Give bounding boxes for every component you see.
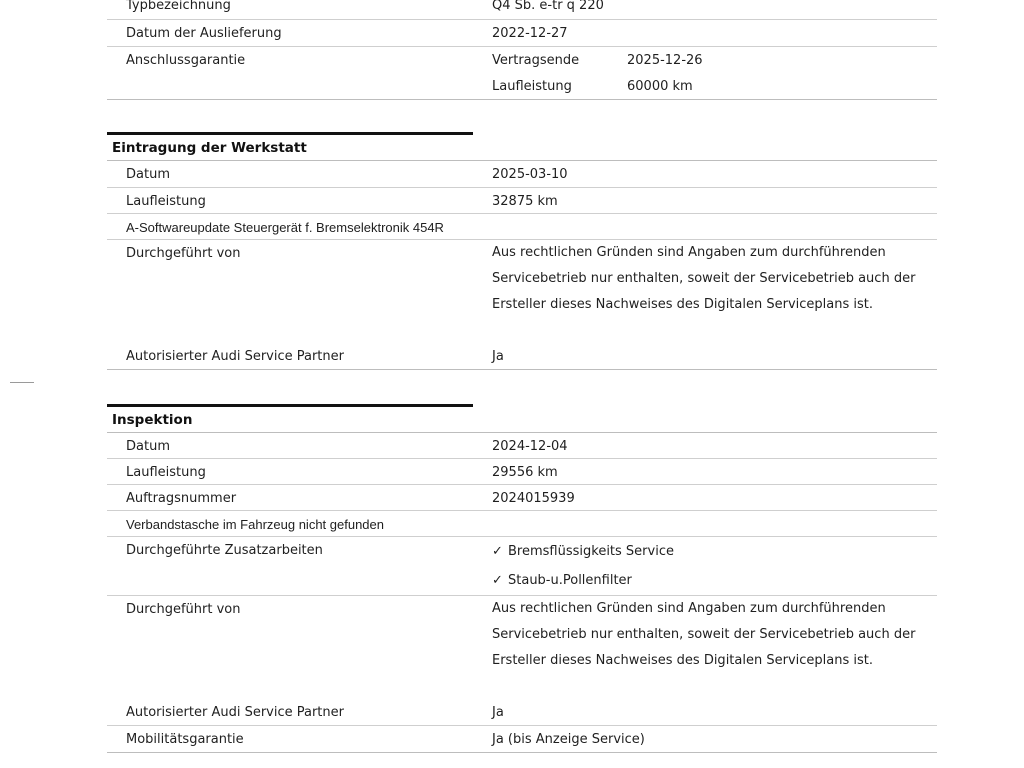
- workshop-date-value: 2025-03-10: [492, 167, 568, 182]
- inspection-performed-by-line-1: Aus rechtlichen Gründen sind Angaben zum durchführenden: [492, 601, 886, 616]
- workshop-row-date: [107, 161, 937, 188]
- type-label: Typbezeichnung: [126, 0, 231, 13]
- warranty-mileage-value: 60000 km: [627, 79, 693, 94]
- workshop-mileage-label: Laufleistung: [126, 194, 206, 209]
- workshop-performed-by-line-2: Servicebetrieb nur enthalten, soweit der Servicebetrieb auch der: [492, 271, 916, 286]
- workshop-row-note: [107, 214, 937, 240]
- inspection-performed-by-text: [492, 596, 932, 674]
- type-value: Q4 Sb. e-tr q 220: [492, 0, 604, 13]
- row-type: [107, 0, 937, 20]
- workshop-date-label: Datum: [126, 167, 170, 182]
- workshop-authorized-label: Autorisierter Audi Service Partner: [126, 349, 344, 364]
- inspection-row-note: [107, 511, 937, 537]
- inspection-section-title: Inspektion: [112, 412, 193, 428]
- inspection-row-extra-work: [107, 537, 937, 596]
- mobility-value: Ja (bis Anzeige Service): [492, 732, 645, 747]
- contract-end-value: 2025-12-26: [627, 53, 703, 68]
- inspection-row-mileage: [107, 459, 937, 485]
- extra-work-item-1: [492, 544, 674, 559]
- inspection-date-label: Datum: [126, 439, 170, 454]
- contract-end-label: Vertragsende: [492, 53, 580, 68]
- extra-work-item-2: [492, 573, 632, 588]
- inspection-row-order: [107, 485, 937, 511]
- workshop-performed-by-text: [492, 240, 932, 318]
- inspection-performed-by-line-3: Ersteller dieses Nachweises des Digitalen Serviceplans ist.: [492, 653, 873, 668]
- check-icon: ✓: [492, 573, 503, 588]
- row-warranty: [107, 47, 937, 100]
- workshop-performed-by-label: Durchgeführt von: [126, 246, 241, 261]
- check-icon: ✓: [492, 544, 503, 559]
- row-delivery: [107, 20, 937, 47]
- extra-work-item-2-text: Staub-u.Pollenfilter: [508, 573, 632, 588]
- inspection-row-performed-by: [107, 596, 937, 726]
- workshop-row-performed-by: [107, 240, 937, 370]
- workshop-section-title: Eintragung der Werkstatt: [112, 140, 307, 156]
- delivery-value: 2022-12-27: [492, 26, 568, 41]
- inspection-order-value: 2024015939: [492, 491, 575, 506]
- inspection-authorized-value: Ja: [492, 705, 504, 720]
- workshop-header-row: [107, 135, 937, 161]
- inspection-note: Verbandstasche im Fahrzeug nicht gefunden: [126, 517, 385, 532]
- workshop-performed-by-line-3: Ersteller dieses Nachweises des Digitalen Serviceplans ist.: [492, 297, 873, 312]
- workshop-authorized-value: Ja: [492, 349, 504, 364]
- inspection-order-label: Auftragsnummer: [126, 491, 237, 506]
- inspection-performed-by-line-2: Servicebetrieb nur enthalten, soweit der Servicebetrieb auch der: [492, 627, 916, 642]
- mobility-label: Mobilitätsgarantie: [126, 732, 244, 747]
- inspection-row-date: [107, 433, 937, 459]
- warranty-mileage-label: Laufleistung: [492, 79, 572, 94]
- workshop-note: A-Softwareupdate Steuergerät f. Bremselektronik 454R: [126, 220, 444, 235]
- inspection-authorized-label: Autorisierter Audi Service Partner: [126, 705, 344, 720]
- inspection-performed-by-label: Durchgeführt von: [126, 602, 241, 617]
- margin-mark: [10, 382, 34, 383]
- extra-work-label: Durchgeführte Zusatzarbeiten: [126, 543, 323, 558]
- extra-work-item-1-text: Bremsflüssigkeits Service: [508, 544, 674, 559]
- inspection-mileage-label: Laufleistung: [126, 465, 206, 480]
- delivery-label: Datum der Auslieferung: [126, 26, 282, 41]
- warranty-label: Anschlussgarantie: [126, 53, 246, 68]
- workshop-row-mileage: [107, 188, 937, 214]
- workshop-performed-by-line-1: Aus rechtlichen Gründen sind Angaben zum durchführenden: [492, 245, 886, 260]
- inspection-header-row: [107, 407, 937, 433]
- inspection-date-value: 2024-12-04: [492, 439, 568, 454]
- workshop-mileage-value: 32875 km: [492, 194, 558, 209]
- inspection-row-mobility: [107, 726, 937, 753]
- inspection-mileage-value: 29556 km: [492, 465, 558, 480]
